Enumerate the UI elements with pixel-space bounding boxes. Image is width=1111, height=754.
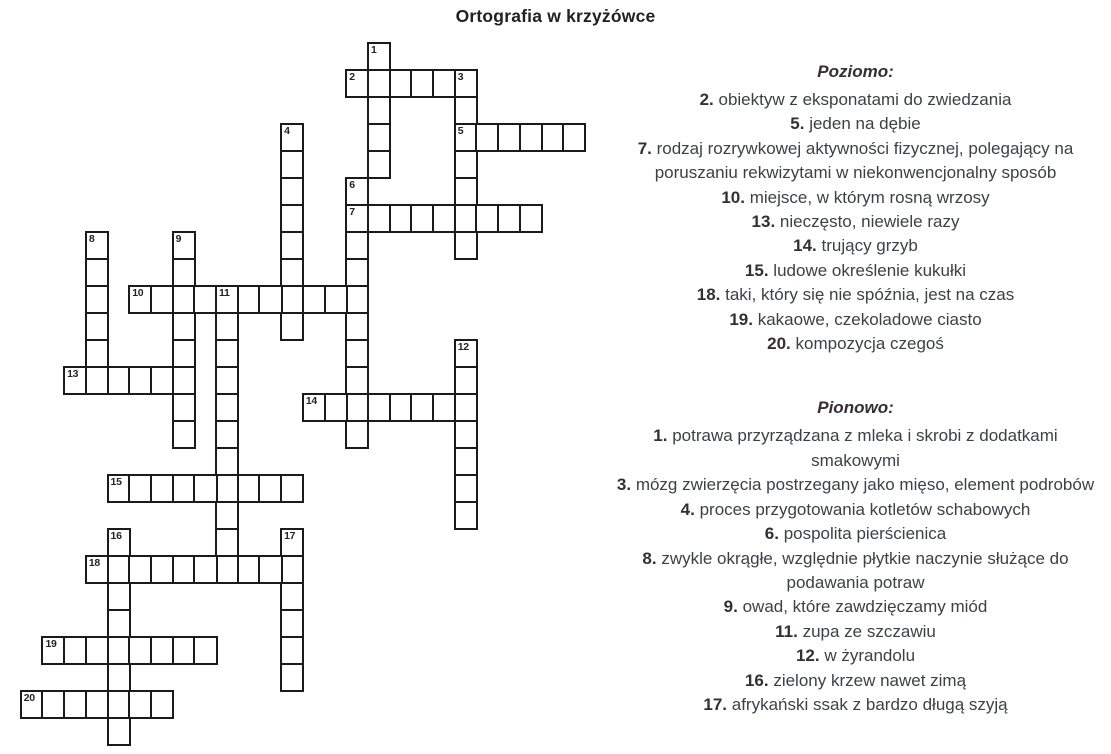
crossword-cell [454, 447, 478, 477]
crossword-cell [454, 150, 478, 180]
crossword-cell [193, 285, 217, 315]
clue-number: 10. [721, 187, 745, 207]
crossword-cell [215, 366, 239, 396]
clue-number: 15. [744, 260, 769, 280]
crossword-cell [215, 339, 239, 369]
cell-number: 7 [349, 205, 355, 218]
crossword-cell [345, 231, 369, 261]
crossword-cell [519, 123, 543, 153]
crossword-cell [128, 366, 152, 396]
crossword-cell [237, 474, 261, 504]
crossword-cell [128, 285, 152, 315]
crossword-cell [280, 636, 304, 666]
crossword-cell [85, 690, 109, 720]
crossword-cell [410, 393, 434, 423]
crossword-cell [432, 69, 456, 99]
crossword-cell [475, 204, 499, 234]
cell-number: 6 [349, 178, 355, 191]
clue-text: owad, które zawdzięczamy miód [742, 597, 988, 617]
crossword-cell [172, 636, 196, 666]
crossword-cell [258, 555, 282, 585]
crossword-cell [454, 393, 478, 423]
clue-text: nieczęsto, niewiele razy [779, 212, 960, 232]
cell-number: 4 [284, 124, 290, 137]
page-title: Ortografia w krzyżówce [455, 6, 656, 26]
crossword-cell [280, 285, 304, 315]
crossword-cell [280, 231, 304, 261]
crossword-cell [150, 555, 174, 585]
clue-item [600, 88, 1111, 112]
crossword-cell [367, 42, 391, 72]
crossword-cell [454, 231, 478, 261]
clue-text: miejsce, w którym rosną wrzosy [749, 187, 990, 207]
crossword-cell [215, 447, 239, 477]
crossword-cell [215, 420, 239, 450]
crossword-cell [107, 636, 131, 666]
crossword-cell [128, 690, 152, 720]
crossword-cell [280, 177, 304, 207]
clue-text: pospolita pierścienica [783, 524, 947, 544]
clue-number: 20. [767, 334, 791, 354]
crossword-cell [107, 717, 131, 747]
crossword-cell [150, 690, 174, 720]
clue-item [600, 522, 1111, 546]
cell-number: 3 [457, 70, 464, 83]
clue-text: mózg zwierzęcia postrzegany jako mięso, element podrobów [635, 475, 1095, 495]
clue-number: 7. [637, 138, 652, 158]
clue-number: 17. [703, 694, 727, 714]
crossword-cell [215, 393, 239, 423]
crossword-cell [85, 366, 109, 396]
crossword-cell [85, 555, 109, 585]
cell-number: 13 [67, 367, 79, 380]
crossword-cell [410, 204, 434, 234]
crossword-cell [280, 474, 304, 504]
crossword-cell [454, 366, 478, 396]
crossword-cell [63, 690, 87, 720]
crossword-cell [367, 96, 391, 126]
clue-item [600, 234, 1111, 258]
clue-number: 5. [790, 114, 805, 134]
clue-number: 1. [653, 426, 668, 446]
clue-text: taki, który się nie spóźnia, jest na czas [725, 285, 1015, 305]
crossword-cell [41, 636, 65, 666]
crossword-cell [85, 312, 109, 342]
clue-text: zielony krzew nawet zimą [773, 670, 967, 690]
crossword-cell [562, 123, 586, 153]
crossword-cell [193, 474, 217, 504]
cell-number: 10 [132, 286, 144, 299]
crossword-cell [107, 609, 131, 639]
crossword-cell [432, 393, 456, 423]
crossword-cell [280, 204, 304, 234]
crossword-cell [280, 150, 304, 180]
crossword-cell [172, 420, 196, 450]
crossword-cell [324, 285, 348, 315]
crossword-cell [172, 555, 196, 585]
crossword-cell [367, 393, 391, 423]
crossword-cell [237, 285, 261, 315]
crossword-cell [367, 150, 391, 180]
crossword-cell [389, 69, 413, 99]
crossword-cell [497, 123, 521, 153]
cell-number: 2 [349, 70, 355, 83]
down-clue-list [600, 424, 1111, 717]
crossword-cell [215, 285, 239, 315]
crossword-cell [150, 636, 174, 666]
cell-number: 18 [88, 556, 100, 569]
clue-number: 4. [680, 499, 695, 519]
crossword-cell [345, 393, 369, 423]
crossword-cell [345, 420, 369, 450]
clue-number: 6. [764, 524, 779, 544]
crossword-cell [280, 555, 304, 585]
clue-item [600, 186, 1111, 210]
clue-number: 13. [751, 212, 776, 232]
crossword-cell [367, 204, 391, 234]
clue-item [600, 112, 1111, 136]
clue-number: 16. [744, 670, 769, 690]
crossword-cell [150, 366, 174, 396]
clue-item [600, 547, 1111, 596]
clue-text: w żyrandolu [824, 646, 916, 666]
clue-item [600, 644, 1111, 668]
clue-number: 19. [729, 309, 753, 329]
cell-number: 16 [110, 529, 122, 542]
crossword-cell [107, 474, 131, 504]
across-clue-list [600, 88, 1111, 356]
crossword-cell [454, 474, 478, 504]
crossword-cell [432, 204, 456, 234]
crossword-cell [280, 123, 304, 153]
crossword-cell [345, 366, 369, 396]
crossword-cell [345, 177, 369, 207]
crossword-cell [172, 285, 196, 315]
crossword-cell [107, 690, 131, 720]
crossword-cell [215, 312, 239, 342]
crossword-cell [280, 312, 304, 342]
cell-number: 11 [219, 286, 230, 299]
crossword-cell [107, 663, 131, 693]
crossword-cell [258, 285, 282, 315]
clue-number: 8. [642, 548, 657, 568]
crossword-cell [280, 582, 304, 612]
crossword-cell [107, 528, 131, 558]
crossword-cell [541, 123, 565, 153]
crossword-cell [193, 636, 217, 666]
crossword-cell [302, 285, 326, 315]
crossword-cell [85, 231, 109, 261]
crossword-cell [454, 204, 478, 234]
crossword-cell [497, 204, 521, 234]
crossword-cell [475, 123, 499, 153]
crossword-cell [454, 339, 478, 369]
clue-number: 14. [793, 236, 817, 256]
crossword-cell [215, 528, 239, 558]
clue-text: trujący grzyb [821, 236, 918, 256]
clue-text: jeden na dębie [809, 114, 921, 134]
crossword-cell [107, 555, 131, 585]
cell-number: 19 [45, 637, 57, 650]
clue-text: rodzaj rozrywkowej aktywności fizycznej, polegający na poruszaniu rekwizytami w niekonwencjonalny sposób [654, 138, 1074, 183]
clue-item [600, 620, 1111, 644]
crossword-cell [85, 636, 109, 666]
crossword-cell [237, 555, 261, 585]
crossword-cell [454, 69, 478, 99]
crossword-cell [172, 258, 196, 288]
clue-item [600, 210, 1111, 234]
clue-text: obiektyw z eksponatami do zwiedzania [718, 90, 1012, 109]
cell-number: 8 [88, 232, 95, 245]
crossword-cell [280, 663, 304, 693]
crossword-cell [454, 96, 478, 126]
crossword-cell [172, 231, 196, 261]
clue-text: afrykański ssak z bardzo długą szyją [731, 694, 1008, 714]
crossword-cell [280, 609, 304, 639]
crossword-cell [107, 582, 131, 612]
across-heading: Poziomo: [817, 62, 894, 81]
crossword-cell [85, 285, 109, 315]
clue-text: proces przygotowania kotletów schabowych [699, 499, 1031, 519]
clue-item [600, 308, 1111, 332]
clues-panel [600, 60, 1111, 717]
clue-item [600, 498, 1111, 522]
clue-item [600, 473, 1111, 497]
crossword-cell [258, 474, 282, 504]
crossword-cell [172, 393, 196, 423]
crossword-cell [345, 258, 369, 288]
clue-item [600, 669, 1111, 693]
cell-number: 20 [23, 691, 35, 704]
cell-number: 5 [457, 124, 464, 137]
clue-number: 9. [723, 597, 738, 617]
crossword-cell [41, 690, 65, 720]
crossword-cell [454, 123, 478, 153]
clue-item [600, 424, 1111, 473]
crossword-cell [172, 366, 196, 396]
crossword-cell [150, 285, 174, 315]
crossword-cell [345, 69, 369, 99]
crossword-cell [215, 474, 239, 504]
crossword-cell [215, 501, 239, 531]
crossword-cell [107, 366, 131, 396]
crossword-cell [280, 258, 304, 288]
crossword-cell [454, 420, 478, 450]
crossword-cell [128, 474, 152, 504]
crossword-cell [324, 393, 348, 423]
clue-text: ludowe określenie kukułki [773, 260, 967, 280]
crossword-cell [345, 285, 369, 315]
cell-number: 17 [284, 529, 296, 542]
crossword-cell [172, 339, 196, 369]
crossword-cell [389, 204, 413, 234]
crossword-cell [345, 204, 369, 234]
clue-item [600, 283, 1111, 307]
clue-item [600, 693, 1111, 717]
cell-number: 14 [305, 394, 317, 407]
clue-text: kompozycja czegoś [795, 334, 944, 354]
crossword-cell [280, 528, 304, 558]
crossword-cell [345, 339, 369, 369]
clue-item [600, 259, 1111, 283]
crossword-cell [172, 312, 196, 342]
clue-number: 2. [699, 90, 714, 109]
crossword-cell [63, 636, 87, 666]
crossword-cell [172, 474, 196, 504]
crossword-cell [20, 690, 44, 720]
clue-text: kakaowe, czekoladowe ciasto [757, 309, 982, 329]
clue-text: zwykle okrągłe, względnie płytkie naczynie służące do podawania potraw [661, 548, 1069, 592]
clue-item [600, 595, 1111, 619]
crossword-cell [454, 177, 478, 207]
crossword-cell [410, 69, 434, 99]
clue-number: 11. [775, 621, 798, 641]
clue-item [600, 137, 1111, 186]
crossword-cell [454, 501, 478, 531]
clue-text: zupa ze szczawiu [802, 621, 936, 641]
crossword-cell [85, 258, 109, 288]
clue-number: 3. [616, 475, 632, 495]
crossword-cell [367, 69, 391, 99]
crossword-cell [63, 366, 87, 396]
crossword-cell [150, 474, 174, 504]
crossword-cell [389, 393, 413, 423]
crossword-cell [345, 312, 369, 342]
crossword-cell [367, 123, 391, 153]
clue-item [600, 332, 1111, 356]
cell-number: 12 [457, 340, 469, 353]
clue-number: 12. [795, 646, 820, 666]
crossword-cell [302, 393, 326, 423]
clue-text: potrawa przyrządzana z mleka i skrobi z dodatkami smakowymi [672, 426, 1058, 470]
cell-number: 1 [370, 43, 377, 56]
crossword-cell [215, 555, 239, 585]
crossword-cell [85, 339, 109, 369]
cell-number: 15 [110, 475, 122, 488]
crossword-cell [128, 555, 152, 585]
clue-number: 18. [696, 285, 721, 305]
crossword-cell [128, 636, 152, 666]
down-heading: Pionowo: [817, 398, 894, 418]
cell-number: 9 [175, 232, 182, 245]
crossword-cell [193, 555, 217, 585]
crossword-cell [519, 204, 543, 234]
